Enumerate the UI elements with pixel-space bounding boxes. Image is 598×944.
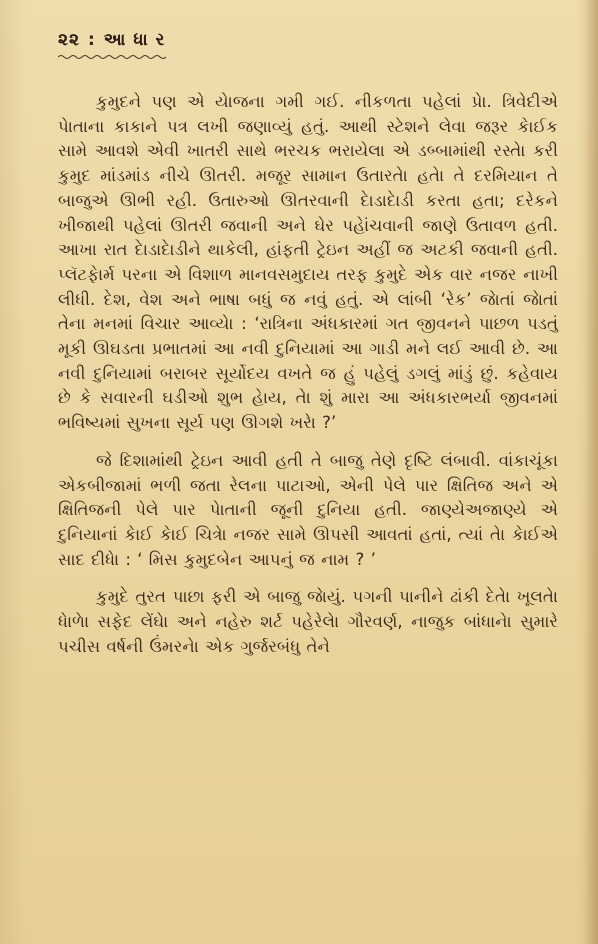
paragraph-2: જે દિશામાંથી ટ્રેઇન આવી હતી તે બાજુ તેણે દૃષ્ટિ લંબાવી. વાંકાચૂંકા એકબીજામાં ભળી જતા રેલના પાટાઓ, એની પેલે પાર ક્ષિતિજ અને એ ક્ષિતિજની પેલે પાર પેાતાની જૂની દુનિયા હતી. જાણ્યેઅજાણ્યે એ દુનિયાનાં કેાઈ કેાઈ ચિત્રેા નજર સામે ઊપસી આવતાં હતાં, ત્યાં તેા કેાઈએ સાદ દીધેા : ‘ મિસ કુમુદબેન આપનું જ નામ ? ’	[58, 450, 558, 569]
page-number: ૨૨	[58, 30, 80, 50]
page-edge-shadow	[584, 0, 598, 944]
paragraph-3: કુમુદે તુરત પાછા ફરી એ બાજુ જેાયું. પગની પાનીને ઢાંકી દેતેા ખૂલતેા ધેાળેા સફેદ લેંઘેા અને નહેરુ શર્ટ પહેરેલેા ગૌરવર્ણ, નાજુક બાંધાનેા સુમારે પચીસ વર્ષની ઉંમરનેા એક ગુર્જરબંધુ તેને	[58, 587, 558, 656]
wavy-rule-ornament	[58, 54, 166, 60]
running-header	[58, 30, 558, 50]
header-separator: :	[87, 30, 96, 50]
book-title: આ ધા ર	[103, 30, 166, 50]
body-text	[58, 90, 558, 659]
paragraph-1: કુમુદને પણ એ યેાજના ગમી ગઈ. નીકળતા પહેલાં પ્રેા. ત્રિવેદીએ પેાતાના કાકાને પત્ર લખી જણાવ્યું હતું. આથી સ્ટેશને લેવા જરૂર કેાઈક સામે આવશે એવી ખાતરી સાથે ભરચક ભરાયેલા એ ડબ્બામાંથી રસ્તેા કરી કુમુદ માંડમાંડ નીચે ઊતરી. મજૂર સામાન ઉતારતેા હતેા તે દરમિયાન તે બાજુએ ઊભી રહી. ઉતારુઓ ઊતરવાની દેાડાદેાડી કરતા હતા; દરેકને ખીજાથી પહેલાં ઊતરી જવાની અને ઘેર પહેાંચવાની જાણે ઉતાવળ હતી. આખા રાત દેાડાદેાડીને થાકેલી, હાંફતી ટ્રેઇન અહીં જ અટકી જવાની હતી. પ્લૅટફેાર્મ પરના એ વિશાળ માનવસમુદાય તરફ કુમુદે એક વાર નજર નાખી લીધી. દેશ, વેશ અને ભાષા બધું જ નવું હતું. એ લાંબી ‘રેક’ જેાતાં જેાતાં તેના મનમાં વિચાર આવ્યેા : ‘રાત્રિના અંધકારમાં ગત જીવનને પાછળ પડતું મૂકી ઊઘડતા પ્રભાતમાં આ નવી દુનિયામાં આ ગાડી મને લઈ આવી છે. આ નવી દુનિયામાં બરાબર સૂર્યોદય વખતે જ હું પહેલું ડગલું માંડું છું. કહેવાય છે કે સવારની ઘડીઓ શુભ હેાય, તેા શું મારા આ અંધકારભર્યા જીવનમાં ભવિષ્યમાં સુખના સૂર્ય પણ ઊગશે ખરેા ?’	[58, 92, 558, 433]
